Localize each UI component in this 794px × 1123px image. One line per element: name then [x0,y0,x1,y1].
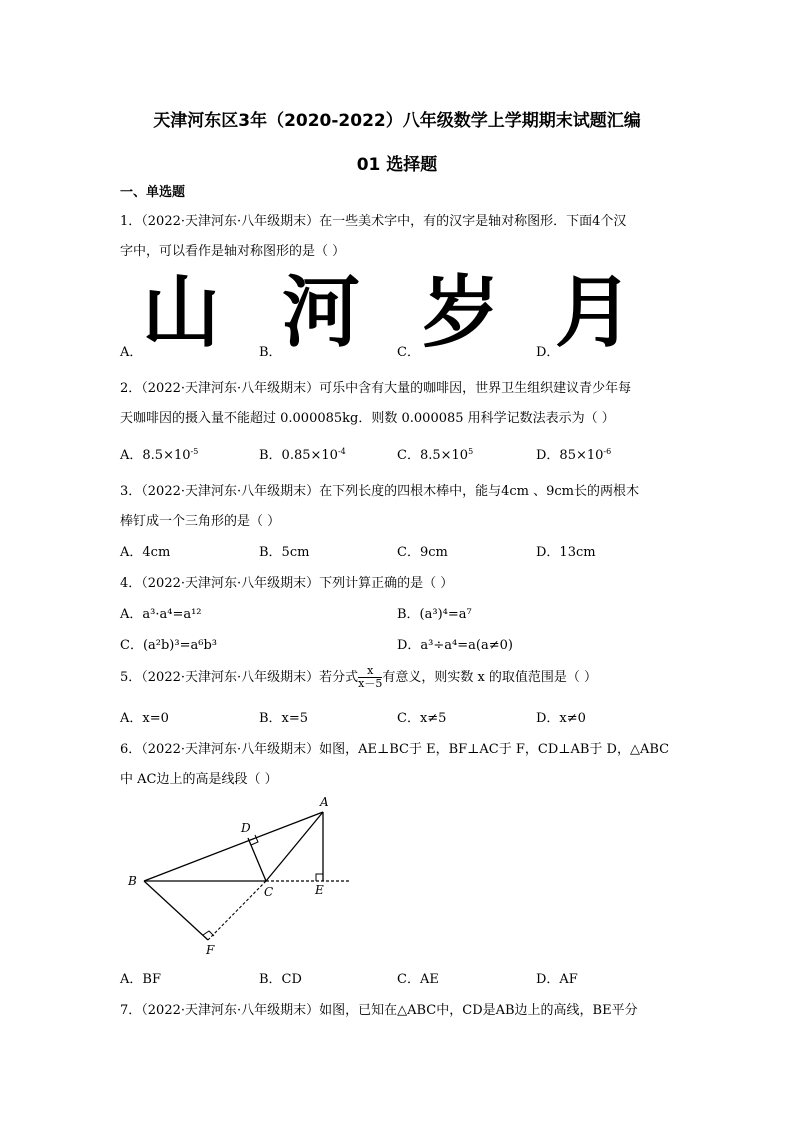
q6-option-b[interactable]: B．CD [259,972,302,987]
q1-option-c[interactable]: C． [397,345,420,360]
q1-text-line2: 字中，可以看作是轴对称图形的是（ ） [120,244,346,259]
q4-option-b[interactable]: B．(a³)⁴=a⁷ [397,607,472,622]
q1-char-b: 河 [282,268,361,358]
q5-option-d[interactable]: D．x≠0 [536,711,586,726]
segment-cd [248,838,266,881]
q5-option-a[interactable]: A．x=0 [120,711,169,726]
q6-option-d[interactable]: D．AF [536,972,578,987]
q2-option-b[interactable]: B．$0.85\times 10^{-4}$ [259,447,346,463]
q6-text-line1: 6．（2022·天津河东·八年级期末）如图，AE⊥BC于 E，BF⊥AC于 F，CD⊥AB于 D，△ABC [120,742,670,757]
label-c: C [264,885,274,899]
q3-text-line1: 3．（2022·天津河东·八年级期末）在下列长度的四根木棒中，能与4cm 、9cm长的两根木 [120,484,640,499]
q3-option-c[interactable]: C．9cm [397,545,448,560]
q6-option-a[interactable]: A．BF [120,972,161,987]
q1-char-d: 月 [555,268,634,358]
right-angle-e [316,874,323,881]
label-e: E [315,883,324,897]
q4-option-a[interactable]: A．a³·a⁴=a¹² [120,607,202,622]
label-d: D [241,821,251,835]
q3-option-d[interactable]: D．13cm [536,545,596,560]
q5-fraction: $\frac{x}{x-5}$ [358,664,383,690]
q1-option-a[interactable]: A． [120,345,143,360]
q5-option-c[interactable]: C．x≠5 [397,711,447,726]
q1-option-d[interactable]: D． [536,345,560,360]
q6-option-c[interactable]: C．AE [397,972,439,987]
page-subtitle: 01 选择题 [356,155,438,175]
extension-ac [208,881,266,940]
q1-char-c: 岁 [422,268,501,358]
q6-triangle-figure [118,790,358,960]
q2-option-c[interactable]: C．$8.5\times 10^5$ [397,447,474,463]
q2-text-line1: 2．（2022·天津河东·八年级期末）可乐中含有大量的咖啡因，世界卫生组织建议青少年每 [120,381,632,396]
q6-text-line2: 中 AC边上的高是线段（ ） [120,772,278,787]
q7-text-line1: 7．（2022·天津河东·八年级期末）如图，已知在△ABC中，CD是AB边上的高线，BE平分 [120,1003,638,1018]
q3-option-a[interactable]: A．4cm [120,545,171,560]
segment-ab [144,812,323,881]
q3-option-b[interactable]: B．5cm [259,545,310,560]
page-title: 天津河东区3年（2020-2022）八年级数学上学期期末试题汇编 [153,111,641,131]
q5-option-b[interactable]: B．x=5 [259,711,309,726]
q1-option-b[interactable]: B． [259,345,282,360]
q1-text-line1: 1．（2022·天津河东·八年级期末）在一些美术字中，有的汉字是轴对称图形．下面4个汉 [120,214,627,229]
segment-bf [144,881,208,940]
label-b: B [128,874,137,888]
q4-option-d[interactable]: D．a³÷a⁴=a(a≠0) [397,638,513,653]
q2-option-a[interactable]: A．$8.5\times 10^{-5}$ [120,447,199,463]
label-a: A [320,795,329,809]
q4-option-c[interactable]: C．(a²b)³=a⁶b³ [120,638,217,653]
q3-text-line2: 棒钉成一个三角形的是（ ） [120,514,281,529]
q2-option-d[interactable]: D．$85\times 10^{-6}$ [536,447,612,463]
q4-text: 4．（2022·天津河东·八年级期末）下列计算正确的是（ ） [120,576,454,591]
q5-text: 5．（2022·天津河东·八年级期末）若分式 $\frac{x}{x-5}$ 有意义，则实数 x 的取值范围是（ ） [120,664,598,690]
label-f: F [206,943,215,957]
q2-text-line2: 天咖啡因的摄入量不能超过 0.000085kg．则数 0.000085 用科学记数法表示为（ ） [120,411,615,426]
q1-char-a: 山 [142,268,221,358]
section-heading: 一、单选题 [120,185,186,200]
